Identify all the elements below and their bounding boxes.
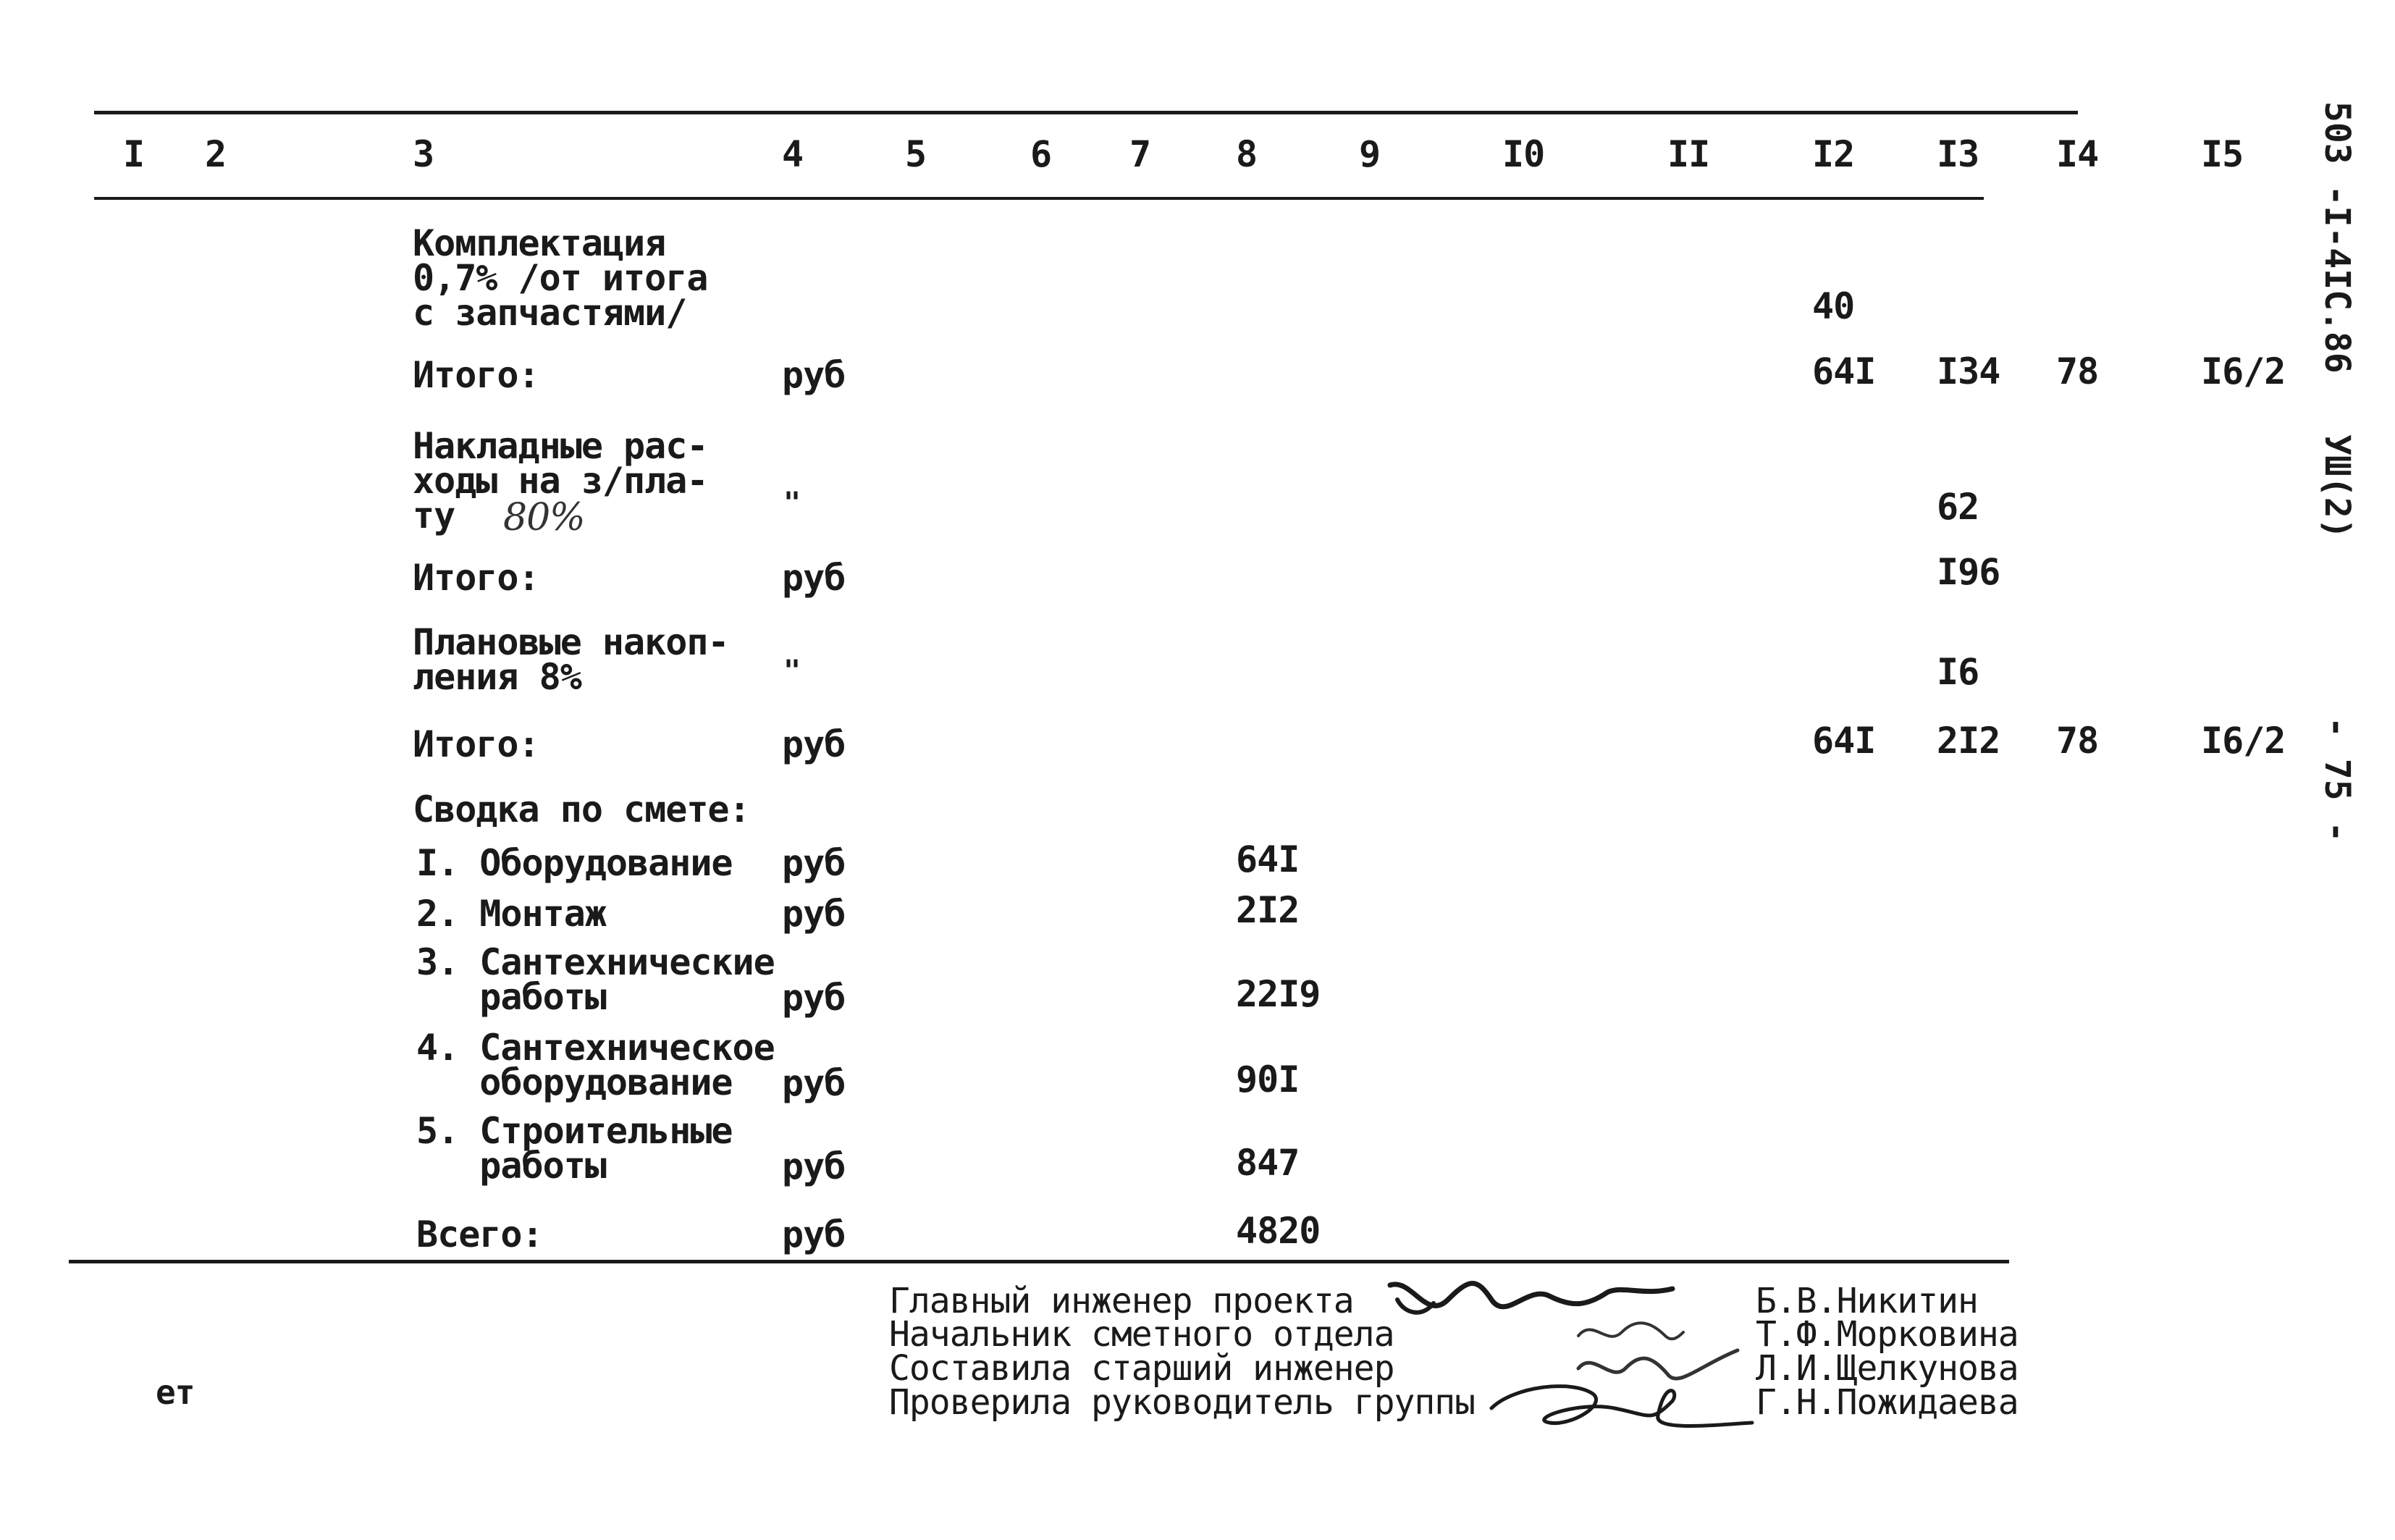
col-header-5: 5: [905, 133, 927, 175]
row-unit: ": [783, 487, 801, 520]
summary-total-unit: руб: [782, 1213, 846, 1255]
col-header-4: 4: [782, 133, 804, 175]
col-header-9: 9: [1359, 133, 1381, 175]
summary-item-value: 22I9: [1236, 973, 1321, 1015]
signature-role: Главный инженер проекта: [889, 1281, 1354, 1321]
handwritten-note: 80%: [503, 496, 585, 539]
header-top-rule: [94, 111, 2078, 114]
signature-role: Начальник сметного отдела: [889, 1314, 1394, 1355]
summary-total-value: 4820: [1236, 1210, 1321, 1252]
col-header-12: I2: [1812, 133, 1855, 175]
summary-item-label: 3. Сантехнические работы: [416, 941, 775, 1018]
summary-item-label: 4. Сантехническое оборудование: [416, 1027, 775, 1103]
col-header-2: 2: [205, 133, 227, 175]
summary-item-label: I. Оборудование: [416, 842, 733, 884]
summary-item-unit: руб: [782, 1062, 846, 1104]
col-header-6: 6: [1030, 133, 1052, 175]
col-header-14: I4: [2056, 133, 2099, 175]
col-header-10: I0: [1502, 133, 1545, 175]
row-value-col14: 78: [2056, 720, 2099, 762]
signature-role: Составила старший инженер: [889, 1348, 1394, 1389]
row-label: Итого:: [413, 557, 539, 599]
row-value-col13: 2I2: [1937, 720, 2000, 762]
signature-role: Проверила руководитель группы: [889, 1382, 1476, 1423]
summary-title: Сводка по смете:: [413, 788, 750, 830]
row-label: Итого:: [413, 723, 539, 765]
signature-name: Б.В.Никитин: [1756, 1281, 1978, 1321]
row-label: Комплектация 0,7% /от итога с запчастями/: [413, 222, 708, 334]
summary-item-value: 90I: [1236, 1059, 1300, 1101]
row-label: Итого:: [413, 354, 539, 396]
row-value-col13: I34: [1937, 350, 2000, 392]
col-header-1: I: [123, 133, 145, 175]
margin-doc-code: 503 -I-4IC.86: [2317, 101, 2357, 374]
row-value-col13: I6: [1937, 651, 1979, 693]
corner-mark: ет: [156, 1373, 195, 1412]
col-header-7: 7: [1129, 133, 1151, 175]
row-value-col14: 78: [2056, 350, 2099, 392]
row-unit: ": [783, 655, 801, 688]
row-value-col15: I6/2: [2201, 720, 2286, 762]
col-header-3: 3: [413, 133, 434, 175]
row-value-col12: 64I: [1812, 720, 1876, 762]
row-value-col12: 64I: [1812, 350, 1876, 392]
row-unit: руб: [782, 354, 846, 396]
summary-item-unit: руб: [782, 842, 846, 884]
signature-name: Г.Н.Пожидаева: [1756, 1382, 2019, 1423]
row-value-col12: 40: [1812, 285, 1855, 327]
row-value-col15: I6/2: [2201, 350, 2286, 392]
handwritten-signature: [1484, 1372, 1759, 1437]
col-header-15: I5: [2201, 133, 2244, 175]
summary-item-label: 2. Монтаж: [416, 893, 606, 935]
summary-item-label: 5. Строительные работы: [416, 1110, 733, 1187]
summary-item-value: 64I: [1236, 838, 1300, 880]
table-bottom-rule: [69, 1260, 2009, 1263]
col-header-8: 8: [1236, 133, 1258, 175]
summary-total-label: Всего:: [416, 1213, 543, 1255]
summary-item-unit: руб: [782, 893, 846, 935]
row-value-col13: 62: [1937, 486, 1979, 528]
signature-name: Т.Ф.Морковина: [1756, 1314, 2019, 1355]
margin-album: УШ(2): [2317, 434, 2357, 539]
summary-item-value: 847: [1236, 1142, 1300, 1184]
row-unit: руб: [782, 557, 846, 599]
row-label: Накладные рас- ходы на з/пла- ту: [413, 425, 708, 537]
col-header-13: I3: [1937, 133, 1979, 175]
row-unit: руб: [782, 723, 846, 765]
summary-item-value: 2I2: [1236, 889, 1300, 931]
row-label: Плановые накоп- ления 8%: [413, 621, 729, 698]
header-bottom-rule: [94, 197, 1984, 200]
summary-item-unit: руб: [782, 977, 846, 1019]
col-header-11: II: [1667, 133, 1710, 175]
margin-page-number: - 75 -: [2317, 717, 2357, 843]
summary-item-unit: руб: [782, 1145, 846, 1187]
row-value-col13: I96: [1937, 551, 2000, 593]
signature-name: Л.И.Щелкунова: [1756, 1348, 2019, 1389]
